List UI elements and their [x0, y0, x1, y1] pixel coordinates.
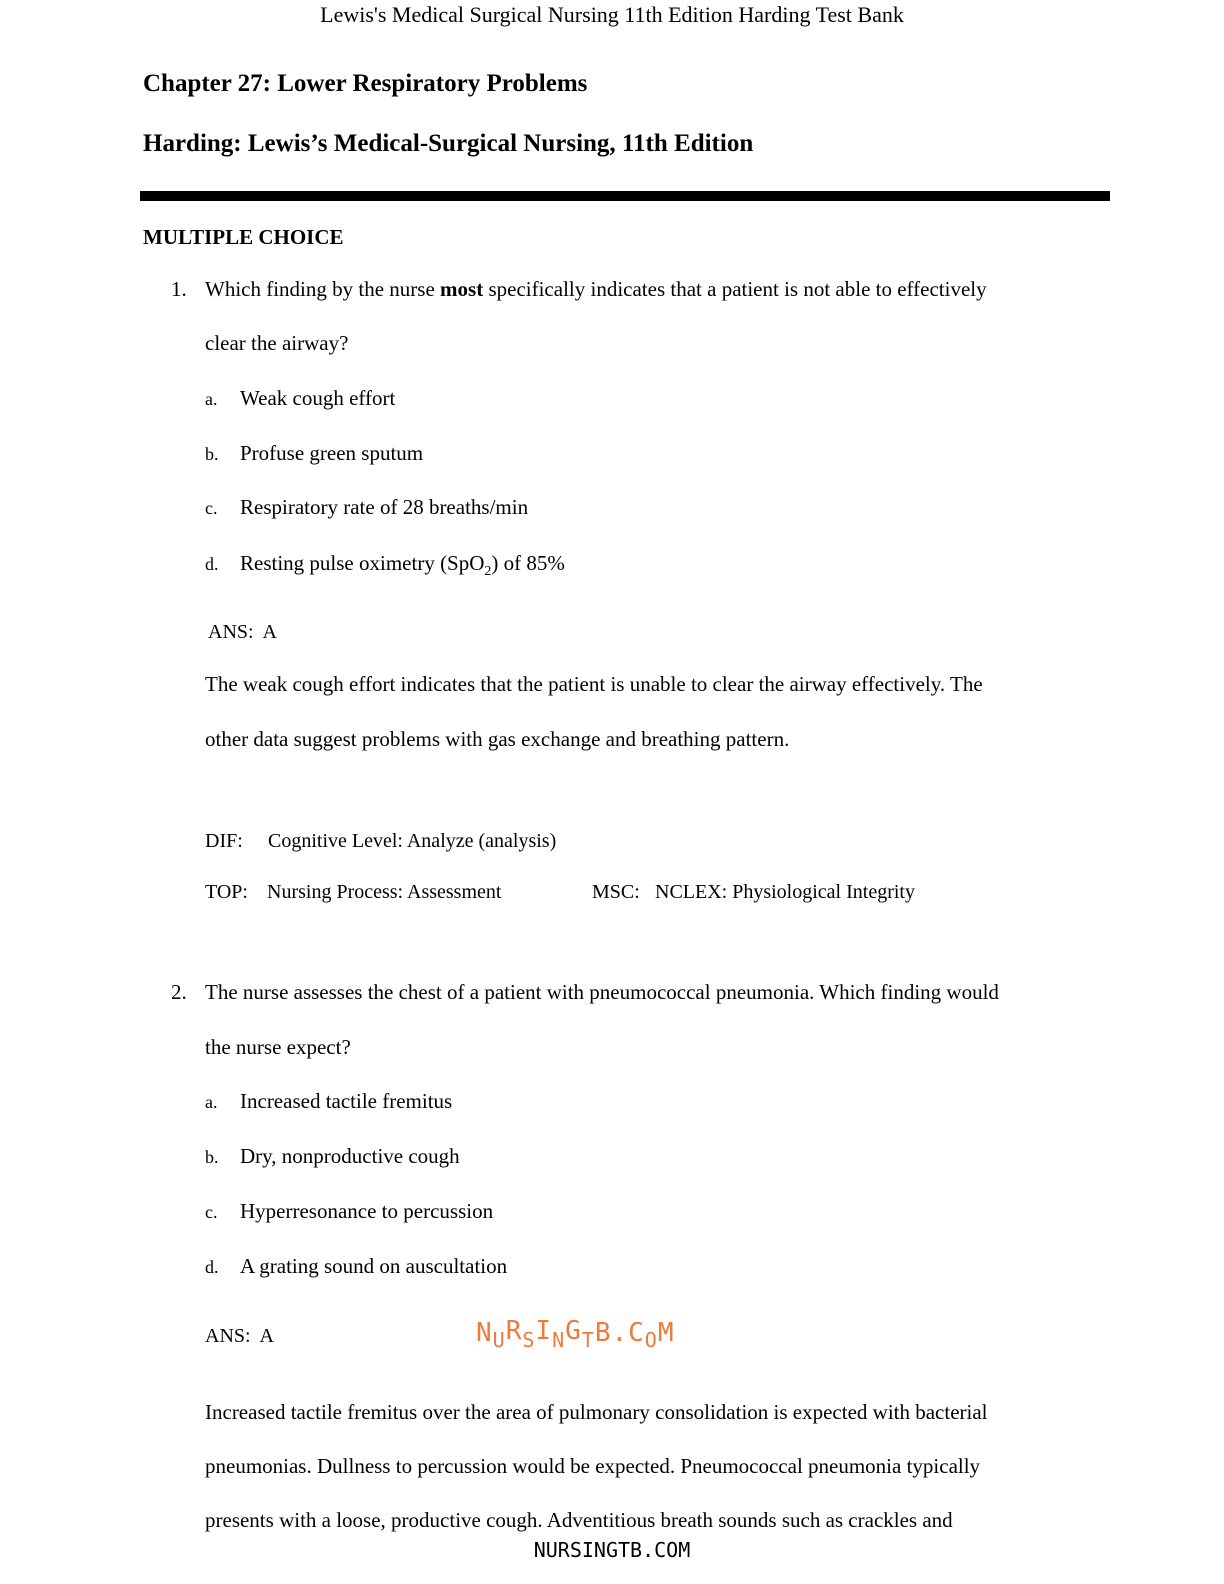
- question-number: 1.: [171, 277, 187, 301]
- question-stem-line-1: The nurse assesses the chest of a patient with pneumococcal pneumonia. Which finding would: [205, 980, 999, 1004]
- option-text: Weak cough effort: [240, 386, 396, 410]
- option-letter: a.: [205, 1092, 218, 1112]
- answer-line: ANS: A: [208, 621, 277, 643]
- topic-value: Nursing Process: Assessment: [267, 881, 502, 903]
- difficulty-value: Cognitive Level: Analyze (analysis): [268, 830, 557, 852]
- rationale-line-1: The weak cough effort indicates that the patient is unable to clear the airway effectively. The: [205, 672, 983, 696]
- question-stem-line-1: Which finding by the nurse most specifically indicates that a patient is not able to effectively: [205, 277, 987, 301]
- option-text: A grating sound on auscultation: [240, 1254, 508, 1278]
- msc-label: MSC:: [592, 881, 640, 903]
- option-text: Resting pulse oximetry (SpO$_2$) of 85%: [240, 551, 565, 580]
- option-letter: b.: [205, 444, 219, 464]
- topic-label: TOP:: [205, 881, 248, 903]
- option-letter: b.: [205, 1147, 219, 1167]
- option-letter: a.: [205, 389, 218, 409]
- rationale-line-2: pneumonias. Dullness to percussion would be expected. Pneumococcal pneumonia typically: [205, 1454, 981, 1478]
- rationale-line-3: presents with a loose, productive cough. Adventitious breath sounds such as crackles and: [205, 1508, 953, 1532]
- rationale-line-1: Increased tactile fremitus over the area of pulmonary consolidation is expected with bacterial: [205, 1400, 988, 1424]
- page-footer: NURSINGTB.COM: [533, 1538, 691, 1562]
- answer-line: ANS: A: [205, 1325, 274, 1347]
- watermark: NURSINGTB.COM: [476, 1316, 675, 1352]
- heading-rule: [140, 191, 1110, 201]
- msc-value: NCLEX: Physiological Integrity: [655, 881, 915, 903]
- option-text: Increased tactile fremitus: [240, 1089, 453, 1113]
- option-letter: d.: [205, 1257, 219, 1277]
- question-number: 2.: [171, 980, 187, 1004]
- question-stem-line-2: the nurse expect?: [205, 1035, 351, 1059]
- option-text: Hyperresonance to percussion: [240, 1199, 494, 1223]
- section-label: MULTIPLE CHOICE: [143, 225, 344, 249]
- option-letter: d.: [205, 554, 219, 574]
- difficulty-label: DIF:: [205, 830, 243, 852]
- page-header: Lewis's Medical Surgical Nursing 11th Edition Harding Test Bank: [320, 2, 904, 27]
- option-text: Dry, nonproductive cough: [240, 1144, 460, 1168]
- question-stem-line-2: clear the airway?: [205, 331, 349, 355]
- chapter-title: Chapter 27: Lower Respiratory Problems: [143, 70, 588, 97]
- option-text: Profuse green sputum: [240, 441, 424, 465]
- rationale-line-2: other data suggest problems with gas exchange and breathing pattern.: [205, 727, 790, 751]
- option-letter: c.: [205, 498, 218, 518]
- book-title: Harding: Lewis’s Medical-Surgical Nursing, 11th Edition: [143, 130, 754, 157]
- option-letter: c.: [205, 1202, 218, 1222]
- option-text: Respiratory rate of 28 breaths/min: [240, 495, 529, 519]
